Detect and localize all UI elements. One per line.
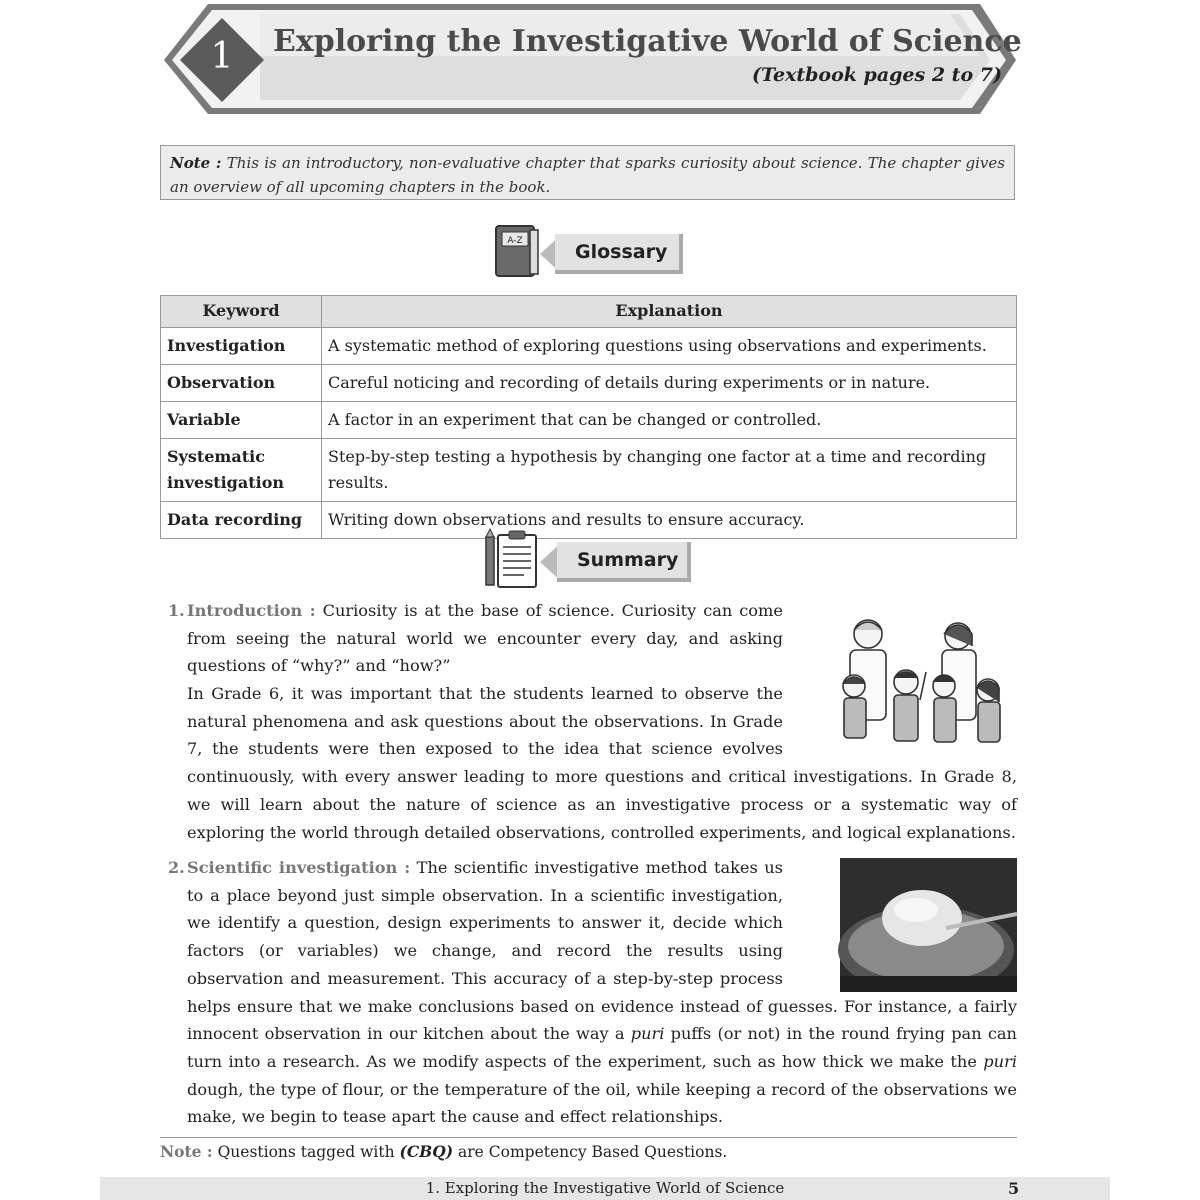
summary-text: The scientific investigative method takes us to a place beyond just simple observation. In a scientific investigation, we identify a question, design experiments to answer it, decide which factors (or variables) we change, and record the results using observation and measurement. This accuracy of a step-by-step process helps ensure that we make conclusions based on evidence instead of guesses. For instance, a fairly innocent observation in our kitchen about the way a bbox=[187, 858, 1017, 1044]
glossary-table bbox=[160, 295, 1017, 539]
summary-text: In Grade 6, it was important that the students learned to observe the natural phenomena and ask questions about the observations. In Grade 7, the students were then exposed to the idea that science evolves continuously, with every answer leading to more questions and critical investigations. In Grade 8, we will learn about the nature of science as an investigative process or a systematic way of exploring the world through detailed observations, controlled experiments, and logical explanations. bbox=[187, 684, 1017, 842]
summary-item-head: Introduction : bbox=[187, 601, 316, 620]
cbq-note-label: Note : bbox=[160, 1142, 213, 1161]
table-row bbox=[161, 502, 1017, 539]
page-number: 5 bbox=[1008, 1179, 1020, 1198]
glossary-book-icon bbox=[492, 224, 544, 280]
summary-clipboard-icon bbox=[484, 527, 540, 589]
table-header-row bbox=[161, 296, 1017, 328]
cbq-note bbox=[160, 1142, 727, 1161]
keyword-cell: Systematic investigation bbox=[161, 439, 322, 502]
summary-text: Curiosity is at the base of science. Curiosity can come from seeing the natural world we encounter every day, and asking questions of “why?” and “how?” bbox=[187, 601, 783, 676]
summary-emphasis: puri bbox=[983, 1051, 1017, 1071]
glossary-icon-text: A-Z bbox=[507, 236, 523, 246]
summary-item-head: Scientific investigation : bbox=[187, 858, 411, 877]
chapter-banner bbox=[160, 0, 1020, 118]
explanation-cell: A systematic method of exploring questions using observations and experiments. bbox=[322, 328, 1017, 365]
bottom-divider bbox=[160, 1137, 1017, 1138]
table-row bbox=[161, 439, 1017, 502]
table-row bbox=[161, 402, 1017, 439]
keyword-cell: Investigation bbox=[161, 328, 322, 365]
column-header-keyword: Keyword bbox=[161, 296, 322, 328]
textbook-pages: (Textbook pages 2 to 7) bbox=[752, 64, 1002, 86]
teachers-and-students-illustration bbox=[826, 612, 1016, 746]
cbq-note-text: are Competency Based Questions. bbox=[453, 1143, 728, 1161]
note-label: Note : bbox=[170, 154, 222, 172]
puri-frying-photo bbox=[796, 858, 1017, 992]
explanation-cell: Step-by-step testing a hypothesis by changing one factor at a time and recording results. bbox=[322, 439, 1017, 502]
table-row bbox=[161, 365, 1017, 402]
summary-heading: Summary bbox=[557, 542, 691, 582]
footer-chapter-title: 1. Exploring the Investigative World of Science bbox=[425, 1179, 785, 1197]
glossary-heading: Glossary bbox=[555, 234, 683, 274]
explanation-cell: Careful noticing and recording of details during experiments or in nature. bbox=[322, 365, 1017, 402]
chapter-title: Exploring the Investigative World of Science bbox=[273, 24, 1022, 59]
summary-text: puffs (or not) in the round frying pan can turn into a research. As we modify aspects of the experiment, such as how thick we make the bbox=[187, 1024, 1017, 1071]
explanation-cell: Writing down observations and results to ensure accuracy. bbox=[322, 502, 1017, 539]
summary-intro-paragraph bbox=[187, 597, 783, 680]
summary-emphasis: puri bbox=[630, 1024, 665, 1044]
keyword-cell: Data recording bbox=[161, 502, 322, 539]
summary-text: dough, the type of flour, or the temperature of the oil, while keeping a record of the observations we make, we begin to tease apart the cause and effect relationships. bbox=[187, 1079, 1017, 1127]
note-text: This is an introductory, non-evaluative chapter that sparks curiosity about science. The chapter gives an overview of all upcoming chapters in the book. bbox=[170, 154, 1005, 196]
chapter-number: 1 bbox=[210, 36, 234, 77]
summary-item-number: 2. bbox=[168, 858, 185, 877]
keyword-cell: Observation bbox=[161, 365, 322, 402]
intro-note bbox=[160, 145, 1015, 200]
cbq-tag: (CBQ) bbox=[399, 1142, 454, 1161]
keyword-cell: Variable bbox=[161, 402, 322, 439]
column-header-explanation: Explanation bbox=[322, 296, 1017, 328]
cbq-note-text: Questions tagged with bbox=[217, 1143, 400, 1161]
summary-item-number: 1. bbox=[168, 601, 185, 620]
table-row bbox=[161, 328, 1017, 365]
explanation-cell: A factor in an experiment that can be changed or controlled. bbox=[322, 402, 1017, 439]
